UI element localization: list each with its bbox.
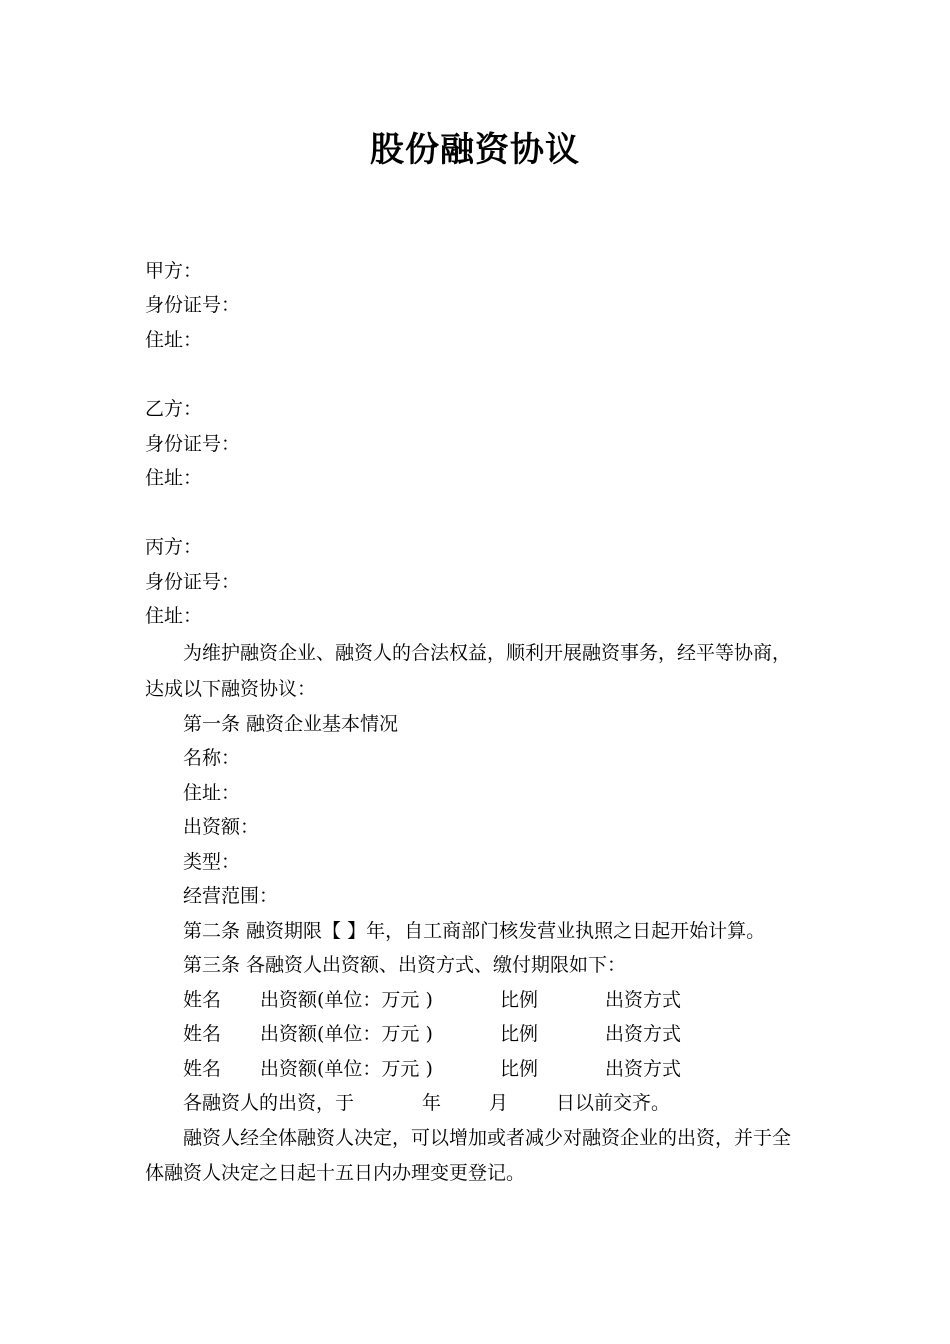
- investor-amount-label: 出资额(单位：万元 ): [260, 989, 433, 1011]
- party-b-id-label: 身份证号：: [145, 433, 241, 455]
- party-a-id-label: 身份证号：: [145, 294, 241, 316]
- party-c-id-label: 身份证号：: [145, 571, 241, 593]
- document-title: 股份融资协议: [370, 130, 580, 170]
- investor-amount-label: 出资额(单位：万元 ): [260, 1058, 433, 1080]
- investor-name-label: 姓名: [183, 989, 222, 1011]
- investor-amount-label: 出资额(单位：万元 ): [260, 1023, 433, 1045]
- capital-change-line-1: 融资人经全体融资人决定，可以增加或者减少对融资企业的出资，并于全: [183, 1127, 792, 1149]
- deadline-suffix: 日以前交齐。: [556, 1092, 671, 1114]
- article-1-heading: 第一条 融资企业基本情况: [183, 713, 399, 735]
- company-scope-label: 经营范围：: [183, 885, 279, 907]
- investor-method-label: 出资方式: [605, 1023, 682, 1045]
- party-a-label: 甲方：: [145, 260, 203, 282]
- party-a-address-label: 住址：: [145, 329, 203, 351]
- deadline-month: 月: [489, 1092, 509, 1114]
- investor-method-label: 出资方式: [605, 1058, 682, 1080]
- party-c-label: 丙方：: [145, 536, 203, 558]
- company-type-label: 类型：: [183, 851, 241, 873]
- capital-change-line-2: 体融资人决定之日起十五日内办理变更登记。: [145, 1162, 526, 1184]
- company-address-label: 住址：: [183, 782, 241, 804]
- deadline-year: 年: [422, 1092, 442, 1114]
- party-b-label: 乙方：: [145, 398, 203, 420]
- investor-ratio-label: 比例: [500, 1023, 539, 1045]
- investor-ratio-label: 比例: [500, 989, 539, 1011]
- company-capital-label: 出资额：: [183, 816, 260, 838]
- article-2-text: 第二条 融资期限【 】年，自工商部门核发营业执照之日起开始计算。: [183, 920, 766, 942]
- investor-name-label: 姓名: [183, 1058, 222, 1080]
- investor-name-label: 姓名: [183, 1023, 222, 1045]
- article-3-heading: 第三条 各融资人出资额、出资方式、缴付期限如下：: [183, 954, 627, 976]
- party-c-address-label: 住址：: [145, 605, 203, 627]
- company-name-label: 名称：: [183, 747, 241, 769]
- preamble-line-2: 达成以下融资协议：: [145, 678, 317, 700]
- investor-ratio-label: 比例: [500, 1058, 539, 1080]
- deadline-prefix: 各融资人的出资，于: [183, 1092, 355, 1114]
- party-b-address-label: 住址：: [145, 467, 203, 489]
- investor-method-label: 出资方式: [605, 989, 682, 1011]
- preamble-line-1: 为维护融资企业、融资人的合法权益，顺利开展融资事务，经平等协商，: [183, 642, 792, 664]
